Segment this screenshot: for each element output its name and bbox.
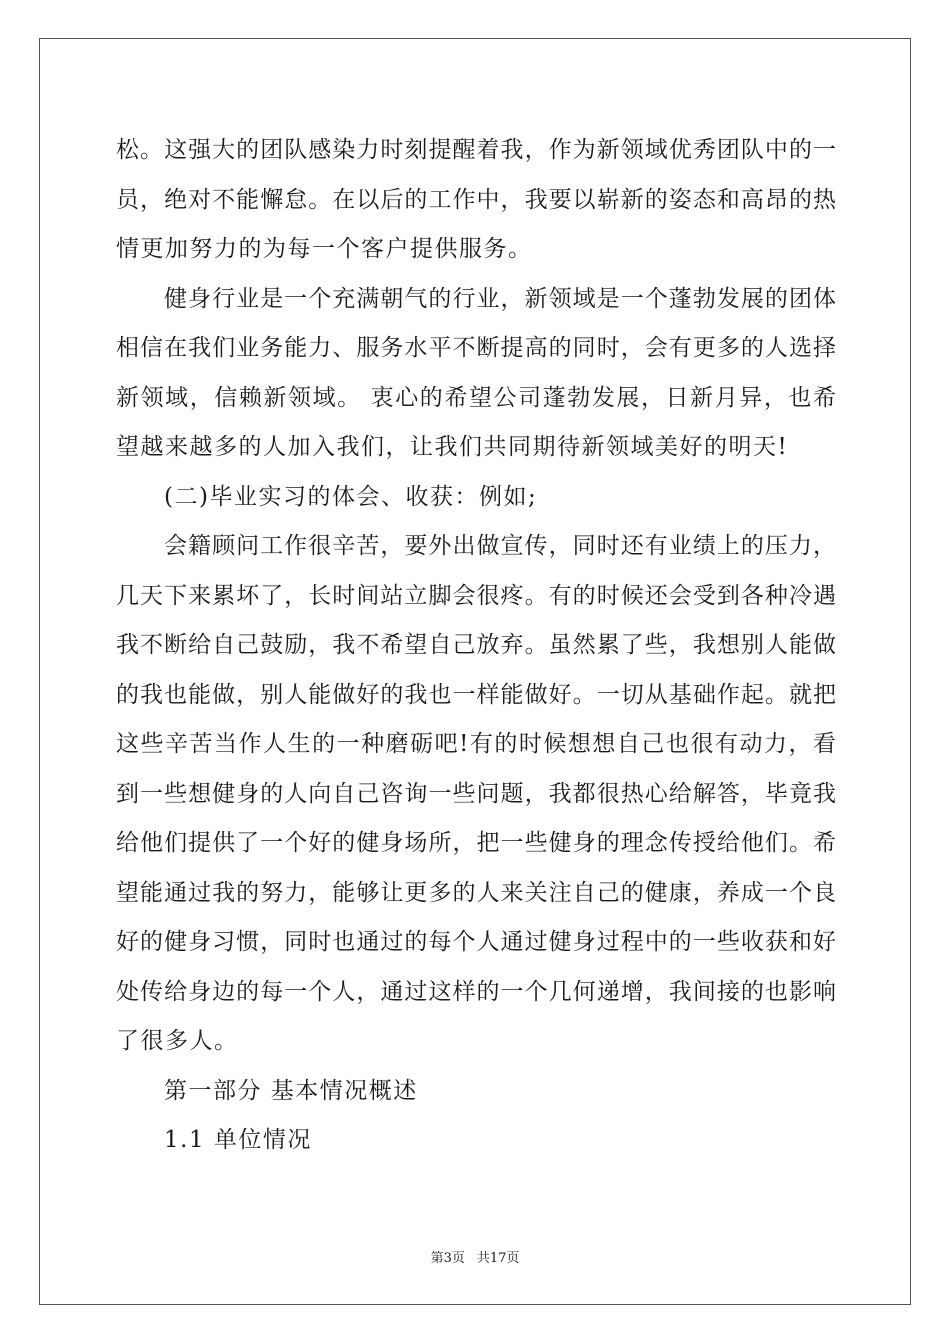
text-line: 松。这强大的团队感染力时刻提醒着我，作为新领域优秀团队中的一 (116, 137, 836, 163)
text-line: 第一部分 基本情况概述 (164, 1077, 418, 1104)
paragraph (116, 275, 836, 473)
text-line: 望能通过我的努力，能够让更多的人来关注自己的健康，养成一个良 (116, 879, 836, 906)
text-line: 情更加努力的为每一个客户提供服务。 (116, 236, 533, 262)
text-line: 望越来越多的人加入我们，让我们共同期待新领域美好的明天! (116, 434, 789, 460)
paragraph (116, 473, 836, 523)
text-line: 我不断给自己鼓励，我不希望自己放弃。虽然累了些，我想别人能做 (116, 632, 836, 658)
paragraph (116, 1116, 836, 1166)
document-body (116, 126, 836, 1166)
text-line: 员，绝对不能懈怠。在以后的工作中，我要以崭新的姿态和高昂的热 (116, 186, 836, 213)
text-line: 这些辛苦当作人生的一种磨砺吧!有的时候想想自己也很有动力，看 (116, 731, 836, 757)
page-total: 共17页 (476, 1251, 520, 1266)
page-number: 第3页 (430, 1251, 465, 1266)
text-line: 到一些想健身的人向自己咨询一些问题，我都很热心给解答，毕竟我 (116, 780, 836, 807)
text-line: 相信在我们业务能力、服务水平不断提高的同时，会有更多的人选择 (116, 335, 836, 361)
text-line: 了很多人。 (116, 1028, 239, 1054)
text-line: 新领域，信赖新领域。 衷心的希望公司蓬勃发展，日新月异，也希 (116, 384, 836, 411)
text-line: 几天下来累坏了，长时间站立脚会很疼。有的时候还会受到各种冷遇 (116, 582, 836, 609)
text-line: 的我也能做，别人能做好的我也一样能做好。一切从基础作起。就把 (116, 681, 836, 708)
paragraph (116, 126, 836, 275)
text-line: 给他们提供了一个好的健身场所，把一些健身的理念传授给他们。希 (116, 830, 836, 856)
paragraph (116, 1067, 836, 1117)
text-line: 1.1 单位情况 (164, 1127, 312, 1153)
text-line: 好的健身习惯，同时也通过的每个人通过健身过程中的一些收获和好 (116, 929, 836, 955)
text-line: 健身行业是一个充满朝气的行业，新领域是一个蓬勃发展的团体 (164, 285, 836, 312)
text-line: 会籍顾问工作很辛苦，要外出做宣传，同时还有业绩上的压力， (164, 533, 836, 559)
paragraph (116, 522, 836, 1067)
page-footer (0, 1247, 950, 1266)
text-line: (二)毕业实习的体会、收获：例如; (164, 483, 538, 510)
text-line: 处传给身边的每一个人，通过这样的一个几何递增，我间接的也影响 (116, 978, 836, 1005)
